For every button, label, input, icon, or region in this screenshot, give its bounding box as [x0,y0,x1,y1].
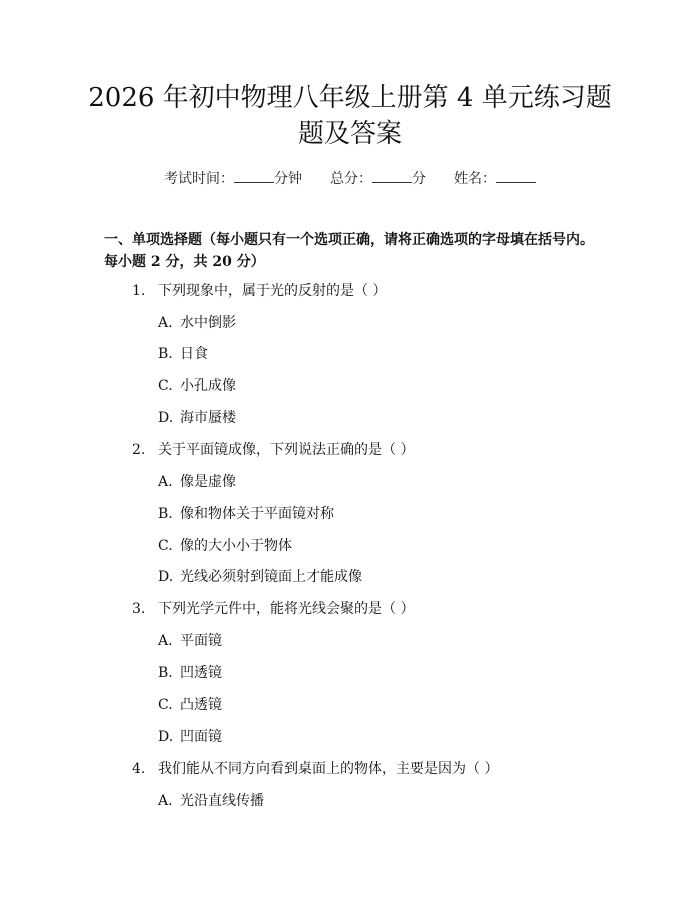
option-text: 光线必须射到镜面上才能成像 [180,569,362,585]
name-blank [496,168,536,183]
q3-option-b [158,663,222,683]
option-text: 像是虚像 [180,474,236,490]
q2-option-c [158,536,292,556]
total-score-blank [372,168,412,183]
option-text: 小孔成像 [180,378,236,394]
question-text: 我们能从不同方向看到桌面上的物体，主要是因为（ ） [158,761,499,777]
question-text: 关于平面镜成像，下列说法正确的是（ ） [158,442,415,458]
option-letter: A. [158,474,173,490]
section-header-line-1: 一、单项选择题（每小题只有一个选项正确，请将正确选项的字母填在括号内。 [104,232,594,248]
option-text: 凹面镜 [180,729,222,745]
exam-meta-row [0,168,700,189]
q2-option-a [158,472,236,492]
option-letter: C. [158,538,173,554]
section-header [104,229,624,273]
q2-option-b [158,504,334,524]
option-letter: B. [158,665,173,681]
option-text: 日食 [180,346,208,362]
option-letter: A. [158,793,173,809]
exam-time-blank [234,168,274,183]
question-1 [132,281,386,301]
question-number: 2. [132,442,146,458]
option-letter: D. [158,729,174,745]
title-line-1: 2026 年初中物理八年级上册第 4 单元练习题 [88,83,612,113]
title-line-2: 题及答案 [297,119,402,149]
document-title [60,80,640,152]
section-header-line-2: 每小题 2 分，共 20 分） [104,254,265,270]
option-text: 凹透镜 [180,665,222,681]
option-text: 像的大小小于物体 [180,538,292,554]
question-number: 1. [132,283,146,299]
exam-time-unit: 分钟 [274,171,302,187]
question-text: 下列光学元件中，能将光线会聚的是（ ） [158,601,415,617]
option-letter: D. [158,569,174,585]
option-letter: B. [158,346,173,362]
option-letter: C. [158,697,173,713]
exam-time-field [164,168,302,189]
total-score-unit: 分 [412,171,426,187]
option-letter: A. [158,633,173,649]
exam-time-label: 考试时间： [164,171,234,187]
q4-option-a [158,791,264,811]
total-score-label: 总分： [330,171,372,187]
option-text: 水中倒影 [180,315,236,331]
name-label: 姓名： [454,171,496,187]
q1-option-a [158,313,236,333]
option-letter: C. [158,378,173,394]
question-2 [132,440,414,460]
option-letter: B. [158,506,173,522]
option-letter: A. [158,315,173,331]
q1-option-b [158,344,208,364]
option-text: 平面镜 [180,633,222,649]
option-letter: D. [158,410,174,426]
question-4 [132,759,498,779]
q1-option-d [158,408,236,428]
name-field [454,168,536,189]
q3-option-c [158,695,222,715]
q3-option-d [158,727,222,747]
question-number: 3. [132,601,146,617]
q3-option-a [158,631,222,651]
question-3 [132,599,414,619]
option-text: 像和物体关于平面镜对称 [180,506,334,522]
question-text: 下列现象中，属于光的反射的是（ ） [158,283,387,299]
option-text: 光沿直线传播 [180,793,264,809]
q2-option-d [158,567,362,587]
q1-option-c [158,376,236,396]
option-text: 海市蜃楼 [180,410,236,426]
total-score-field [330,168,426,189]
question-number: 4. [132,761,146,777]
option-text: 凸透镜 [180,697,222,713]
